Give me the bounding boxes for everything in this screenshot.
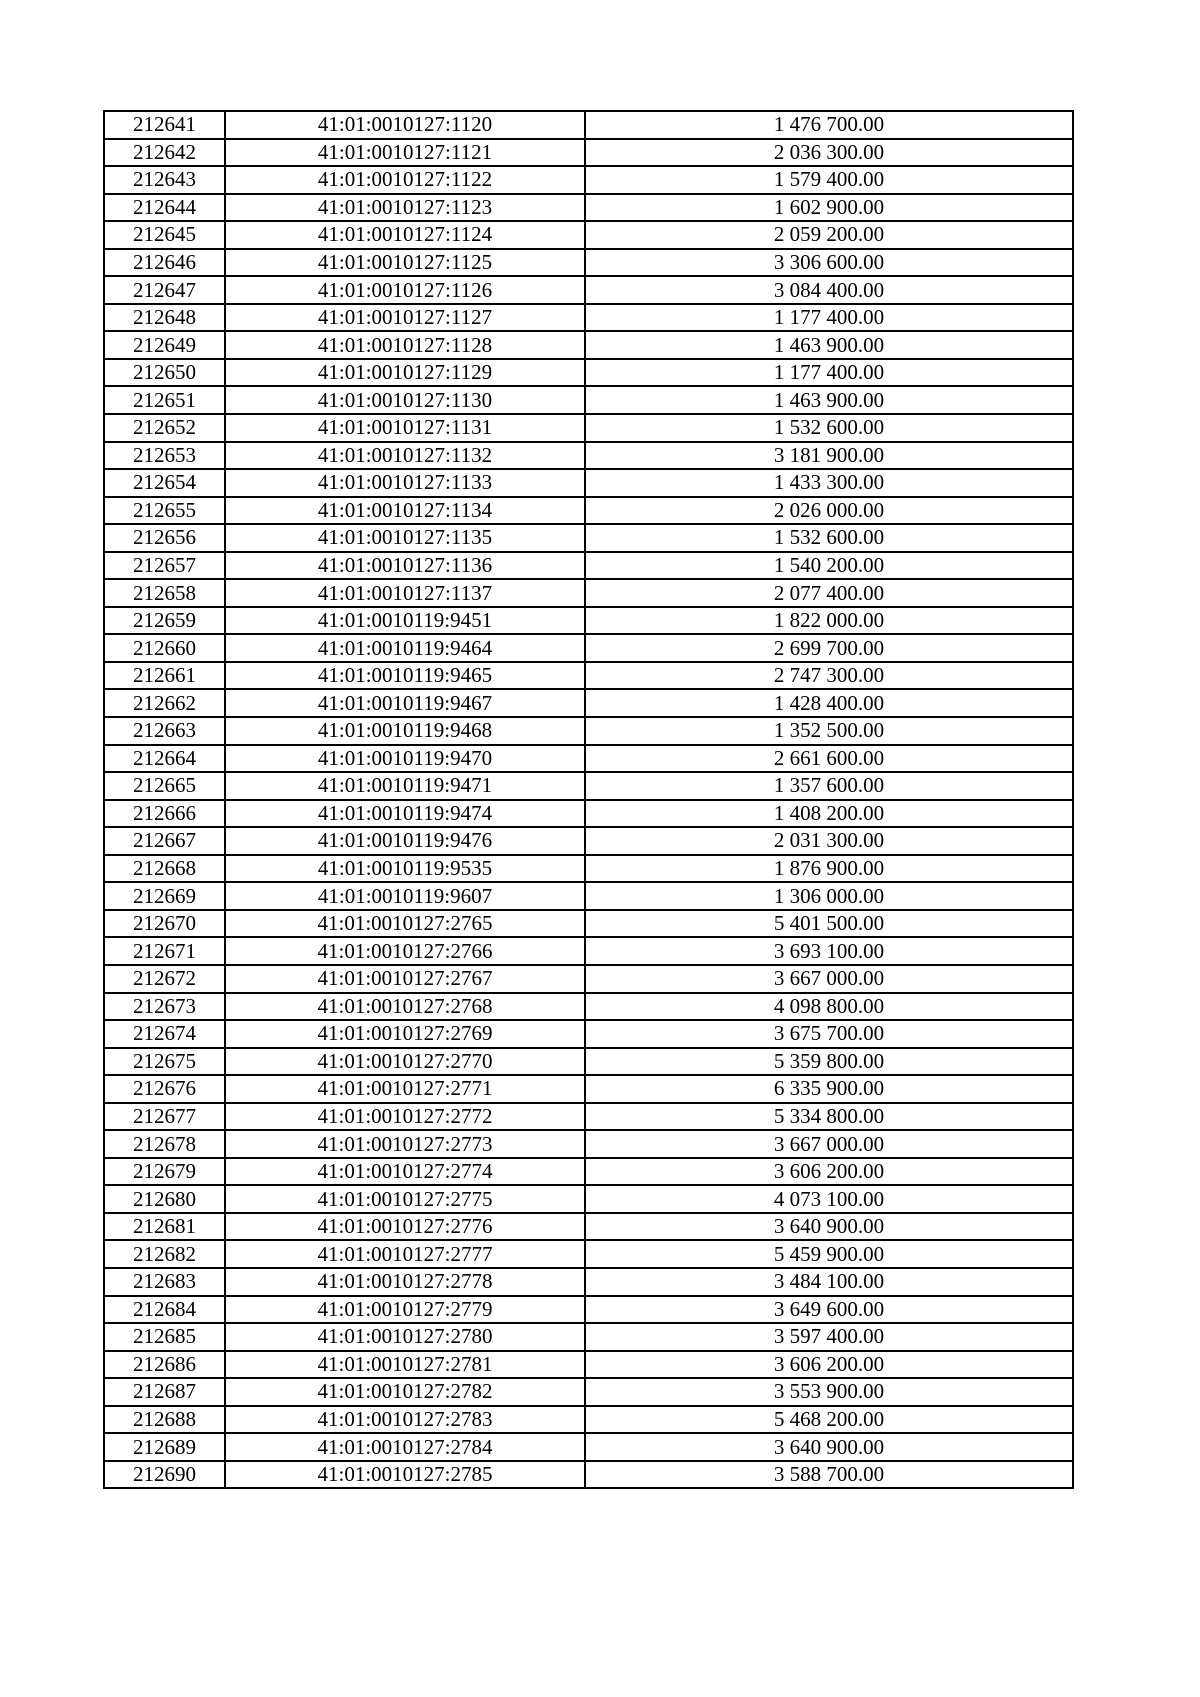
table-row bbox=[104, 276, 1073, 304]
table-row bbox=[104, 469, 1073, 497]
cadastral-value-cell: 1 532 600.00 bbox=[585, 414, 1073, 442]
table-row bbox=[104, 497, 1073, 525]
row-number-cell: 212681 bbox=[104, 1213, 225, 1241]
cadastral-number-cell: 41:01:0010127:2772 bbox=[225, 1103, 585, 1131]
table-row bbox=[104, 139, 1073, 167]
cadastral-number-cell: 41:01:0010127:1122 bbox=[225, 166, 585, 194]
table-row bbox=[104, 1103, 1073, 1131]
table-row bbox=[104, 552, 1073, 580]
table-row bbox=[104, 524, 1073, 552]
cadastral-value-cell: 1 579 400.00 bbox=[585, 166, 1073, 194]
row-number-cell: 212676 bbox=[104, 1075, 225, 1103]
cadastral-value-cell: 3 640 900.00 bbox=[585, 1213, 1073, 1241]
row-number-cell: 212660 bbox=[104, 634, 225, 662]
row-number-cell: 212688 bbox=[104, 1406, 225, 1434]
table-row bbox=[104, 1158, 1073, 1186]
cadastral-number-cell: 41:01:0010127:1125 bbox=[225, 249, 585, 277]
table-row bbox=[104, 1378, 1073, 1406]
row-number-cell: 212642 bbox=[104, 139, 225, 167]
row-number-cell: 212645 bbox=[104, 221, 225, 249]
row-number-cell: 212689 bbox=[104, 1433, 225, 1461]
row-number-cell: 212669 bbox=[104, 882, 225, 910]
cadastral-number-cell: 41:01:0010127:2780 bbox=[225, 1323, 585, 1351]
row-number-cell: 212656 bbox=[104, 524, 225, 552]
table-row bbox=[104, 1296, 1073, 1324]
cadastral-value-cell: 2 036 300.00 bbox=[585, 139, 1073, 167]
cadastral-number-cell: 41:01:0010127:2767 bbox=[225, 965, 585, 993]
table-row bbox=[104, 111, 1073, 139]
table-row bbox=[104, 359, 1073, 387]
cadastral-value-cell: 1 428 400.00 bbox=[585, 689, 1073, 717]
cadastral-value-cell: 1 177 400.00 bbox=[585, 304, 1073, 332]
cadastral-number-cell: 41:01:0010127:1136 bbox=[225, 552, 585, 580]
cadastral-value-cell: 3 181 900.00 bbox=[585, 442, 1073, 470]
row-number-cell: 212647 bbox=[104, 276, 225, 304]
row-number-cell: 212675 bbox=[104, 1048, 225, 1076]
row-number-cell: 212654 bbox=[104, 469, 225, 497]
table-row bbox=[104, 1323, 1073, 1351]
row-number-cell: 212666 bbox=[104, 800, 225, 828]
row-number-cell: 212671 bbox=[104, 937, 225, 965]
table-row bbox=[104, 965, 1073, 993]
cadastral-number-cell: 41:01:0010119:9465 bbox=[225, 662, 585, 690]
row-number-cell: 212678 bbox=[104, 1130, 225, 1158]
cadastral-number-cell: 41:01:0010119:9471 bbox=[225, 772, 585, 800]
row-number-cell: 212674 bbox=[104, 1020, 225, 1048]
row-number-cell: 212655 bbox=[104, 497, 225, 525]
cadastral-number-cell: 41:01:0010127:1134 bbox=[225, 497, 585, 525]
cadastral-number-cell: 41:01:0010127:1132 bbox=[225, 442, 585, 470]
row-number-cell: 212679 bbox=[104, 1158, 225, 1186]
cadastral-value-cell: 4 073 100.00 bbox=[585, 1185, 1073, 1213]
table-row bbox=[104, 827, 1073, 855]
table-row bbox=[104, 1240, 1073, 1268]
row-number-cell: 212687 bbox=[104, 1378, 225, 1406]
cadastral-value-cell: 3 675 700.00 bbox=[585, 1020, 1073, 1048]
cadastral-number-cell: 41:01:0010127:1124 bbox=[225, 221, 585, 249]
row-number-cell: 212652 bbox=[104, 414, 225, 442]
table-row bbox=[104, 442, 1073, 470]
cadastral-number-cell: 41:01:0010127:2776 bbox=[225, 1213, 585, 1241]
cadastral-number-cell: 41:01:0010127:2766 bbox=[225, 937, 585, 965]
row-number-cell: 212658 bbox=[104, 579, 225, 607]
row-number-cell: 212685 bbox=[104, 1323, 225, 1351]
table-row bbox=[104, 607, 1073, 635]
cadastral-number-cell: 41:01:0010127:1123 bbox=[225, 194, 585, 222]
cadastral-value-cell: 3 693 100.00 bbox=[585, 937, 1073, 965]
cadastral-value-cell: 3 553 900.00 bbox=[585, 1378, 1073, 1406]
cadastral-value-cell: 3 588 700.00 bbox=[585, 1461, 1073, 1489]
cadastral-number-cell: 41:01:0010127:1135 bbox=[225, 524, 585, 552]
table-row bbox=[104, 331, 1073, 359]
table-row bbox=[104, 772, 1073, 800]
cadastral-value-cell: 5 334 800.00 bbox=[585, 1103, 1073, 1131]
cadastral-number-cell: 41:01:0010127:2773 bbox=[225, 1130, 585, 1158]
table-row bbox=[104, 800, 1073, 828]
row-number-cell: 212667 bbox=[104, 827, 225, 855]
row-number-cell: 212682 bbox=[104, 1240, 225, 1268]
cadastral-value-cell: 1 532 600.00 bbox=[585, 524, 1073, 552]
cadastral-number-cell: 41:01:0010127:2782 bbox=[225, 1378, 585, 1406]
cadastral-value-cell: 3 484 100.00 bbox=[585, 1268, 1073, 1296]
table-row bbox=[104, 194, 1073, 222]
table-row bbox=[104, 1213, 1073, 1241]
cadastral-number-cell: 41:01:0010119:9474 bbox=[225, 800, 585, 828]
cadastral-value-cell: 3 649 600.00 bbox=[585, 1296, 1073, 1324]
row-number-cell: 212651 bbox=[104, 386, 225, 414]
table-row bbox=[104, 1268, 1073, 1296]
row-number-cell: 212641 bbox=[104, 111, 225, 139]
cadastral-value-cell: 3 667 000.00 bbox=[585, 965, 1073, 993]
cadastral-value-cell: 4 098 800.00 bbox=[585, 993, 1073, 1021]
cadastral-value-cell: 1 540 200.00 bbox=[585, 552, 1073, 580]
row-number-cell: 212690 bbox=[104, 1461, 225, 1489]
table-row bbox=[104, 937, 1073, 965]
cadastral-number-cell: 41:01:0010127:2779 bbox=[225, 1296, 585, 1324]
cadastral-value-cell: 2 661 600.00 bbox=[585, 745, 1073, 773]
row-number-cell: 212644 bbox=[104, 194, 225, 222]
table-row bbox=[104, 662, 1073, 690]
row-number-cell: 212664 bbox=[104, 745, 225, 773]
table-row bbox=[104, 1130, 1073, 1158]
row-number-cell: 212661 bbox=[104, 662, 225, 690]
row-number-cell: 212649 bbox=[104, 331, 225, 359]
cadastral-value-table bbox=[103, 110, 1074, 1489]
cadastral-value-cell: 1 476 700.00 bbox=[585, 111, 1073, 139]
cadastral-value-cell: 6 335 900.00 bbox=[585, 1075, 1073, 1103]
cadastral-value-cell: 2 699 700.00 bbox=[585, 634, 1073, 662]
cadastral-number-cell: 41:01:0010127:1121 bbox=[225, 139, 585, 167]
table-row bbox=[104, 1075, 1073, 1103]
cadastral-number-cell: 41:01:0010127:2775 bbox=[225, 1185, 585, 1213]
cadastral-number-cell: 41:01:0010127:1129 bbox=[225, 359, 585, 387]
cadastral-number-cell: 41:01:0010119:9607 bbox=[225, 882, 585, 910]
cadastral-number-cell: 41:01:0010119:9451 bbox=[225, 607, 585, 635]
row-number-cell: 212662 bbox=[104, 689, 225, 717]
row-number-cell: 212648 bbox=[104, 304, 225, 332]
row-number-cell: 212673 bbox=[104, 993, 225, 1021]
cadastral-number-cell: 41:01:0010127:1133 bbox=[225, 469, 585, 497]
cadastral-number-cell: 41:01:0010119:9467 bbox=[225, 689, 585, 717]
cadastral-number-cell: 41:01:0010127:2784 bbox=[225, 1433, 585, 1461]
cadastral-value-cell: 3 084 400.00 bbox=[585, 276, 1073, 304]
row-number-cell: 212659 bbox=[104, 607, 225, 635]
table-row bbox=[104, 634, 1073, 662]
cadastral-value-cell: 2 077 400.00 bbox=[585, 579, 1073, 607]
table-row bbox=[104, 1433, 1073, 1461]
table-row bbox=[104, 910, 1073, 938]
row-number-cell: 212670 bbox=[104, 910, 225, 938]
cadastral-number-cell: 41:01:0010127:1127 bbox=[225, 304, 585, 332]
row-number-cell: 212646 bbox=[104, 249, 225, 277]
cadastral-number-cell: 41:01:0010127:2769 bbox=[225, 1020, 585, 1048]
table-row bbox=[104, 304, 1073, 332]
row-number-cell: 212653 bbox=[104, 442, 225, 470]
cadastral-value-cell: 3 606 200.00 bbox=[585, 1351, 1073, 1379]
cadastral-number-cell: 41:01:0010127:1126 bbox=[225, 276, 585, 304]
cadastral-value-cell: 1 876 900.00 bbox=[585, 855, 1073, 883]
table-row bbox=[104, 1406, 1073, 1434]
table-row bbox=[104, 1020, 1073, 1048]
cadastral-value-cell: 5 468 200.00 bbox=[585, 1406, 1073, 1434]
cadastral-value-cell: 1 177 400.00 bbox=[585, 359, 1073, 387]
row-number-cell: 212643 bbox=[104, 166, 225, 194]
table-row bbox=[104, 1351, 1073, 1379]
cadastral-value-cell: 1 433 300.00 bbox=[585, 469, 1073, 497]
cadastral-value-cell: 3 667 000.00 bbox=[585, 1130, 1073, 1158]
cadastral-number-cell: 41:01:0010127:2768 bbox=[225, 993, 585, 1021]
cadastral-number-cell: 41:01:0010119:9470 bbox=[225, 745, 585, 773]
cadastral-value-cell: 1 306 000.00 bbox=[585, 882, 1073, 910]
table-row bbox=[104, 882, 1073, 910]
cadastral-value-cell: 3 640 900.00 bbox=[585, 1433, 1073, 1461]
row-number-cell: 212677 bbox=[104, 1103, 225, 1131]
cadastral-value-cell: 2 747 300.00 bbox=[585, 662, 1073, 690]
cadastral-number-cell: 41:01:0010127:2778 bbox=[225, 1268, 585, 1296]
cadastral-number-cell: 41:01:0010127:1120 bbox=[225, 111, 585, 139]
table-row bbox=[104, 855, 1073, 883]
cadastral-value-cell: 3 606 200.00 bbox=[585, 1158, 1073, 1186]
cadastral-number-cell: 41:01:0010119:9535 bbox=[225, 855, 585, 883]
table-row bbox=[104, 166, 1073, 194]
row-number-cell: 212683 bbox=[104, 1268, 225, 1296]
row-number-cell: 212684 bbox=[104, 1296, 225, 1324]
cadastral-number-cell: 41:01:0010127:1131 bbox=[225, 414, 585, 442]
row-number-cell: 212663 bbox=[104, 717, 225, 745]
cadastral-number-cell: 41:01:0010127:2771 bbox=[225, 1075, 585, 1103]
cadastral-number-cell: 41:01:0010127:2774 bbox=[225, 1158, 585, 1186]
table-row bbox=[104, 579, 1073, 607]
table-row bbox=[104, 1185, 1073, 1213]
row-number-cell: 212657 bbox=[104, 552, 225, 580]
cadastral-value-cell: 2 059 200.00 bbox=[585, 221, 1073, 249]
row-number-cell: 212680 bbox=[104, 1185, 225, 1213]
cadastral-value-cell: 5 359 800.00 bbox=[585, 1048, 1073, 1076]
cadastral-value-cell: 5 459 900.00 bbox=[585, 1240, 1073, 1268]
cadastral-value-cell: 1 463 900.00 bbox=[585, 386, 1073, 414]
cadastral-number-cell: 41:01:0010127:2777 bbox=[225, 1240, 585, 1268]
cadastral-number-cell: 41:01:0010127:1137 bbox=[225, 579, 585, 607]
cadastral-value-cell: 1 357 600.00 bbox=[585, 772, 1073, 800]
table-row bbox=[104, 745, 1073, 773]
table-row bbox=[104, 414, 1073, 442]
table-row bbox=[104, 221, 1073, 249]
table-row bbox=[104, 1048, 1073, 1076]
cadastral-value-cell: 5 401 500.00 bbox=[585, 910, 1073, 938]
cadastral-number-cell: 41:01:0010119:9468 bbox=[225, 717, 585, 745]
table-row bbox=[104, 1461, 1073, 1489]
table-row bbox=[104, 689, 1073, 717]
row-number-cell: 212665 bbox=[104, 772, 225, 800]
table-row bbox=[104, 717, 1073, 745]
cadastral-value-cell: 1 408 200.00 bbox=[585, 800, 1073, 828]
cadastral-number-cell: 41:01:0010127:2783 bbox=[225, 1406, 585, 1434]
row-number-cell: 212650 bbox=[104, 359, 225, 387]
cadastral-number-cell: 41:01:0010127:2785 bbox=[225, 1461, 585, 1489]
cadastral-value-cell: 1 463 900.00 bbox=[585, 331, 1073, 359]
cadastral-number-cell: 41:01:0010119:9464 bbox=[225, 634, 585, 662]
cadastral-number-cell: 41:01:0010127:2765 bbox=[225, 910, 585, 938]
cadastral-number-cell: 41:01:0010127:1130 bbox=[225, 386, 585, 414]
cadastral-number-cell: 41:01:0010127:2770 bbox=[225, 1048, 585, 1076]
cadastral-value-cell: 1 352 500.00 bbox=[585, 717, 1073, 745]
row-number-cell: 212672 bbox=[104, 965, 225, 993]
cadastral-value-cell: 2 026 000.00 bbox=[585, 497, 1073, 525]
row-number-cell: 212668 bbox=[104, 855, 225, 883]
table-row bbox=[104, 993, 1073, 1021]
cadastral-number-cell: 41:01:0010127:2781 bbox=[225, 1351, 585, 1379]
cadastral-number-cell: 41:01:0010127:1128 bbox=[225, 331, 585, 359]
cadastral-value-cell: 3 306 600.00 bbox=[585, 249, 1073, 277]
table-row bbox=[104, 249, 1073, 277]
cadastral-value-cell: 1 602 900.00 bbox=[585, 194, 1073, 222]
table-body bbox=[104, 111, 1073, 1488]
cadastral-value-cell: 1 822 000.00 bbox=[585, 607, 1073, 635]
cadastral-value-cell: 2 031 300.00 bbox=[585, 827, 1073, 855]
cadastral-number-cell: 41:01:0010119:9476 bbox=[225, 827, 585, 855]
table-row bbox=[104, 386, 1073, 414]
row-number-cell: 212686 bbox=[104, 1351, 225, 1379]
cadastral-value-cell: 3 597 400.00 bbox=[585, 1323, 1073, 1351]
